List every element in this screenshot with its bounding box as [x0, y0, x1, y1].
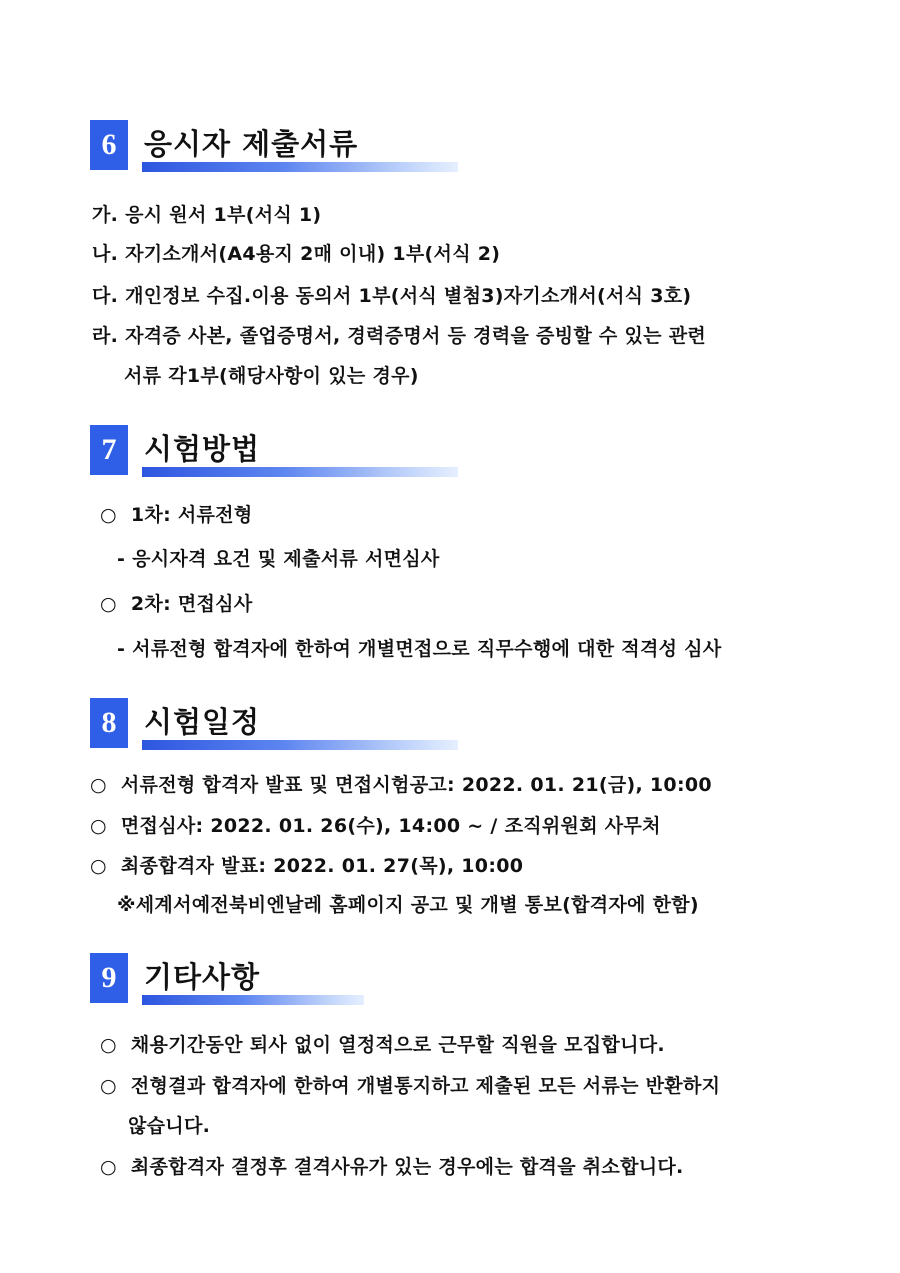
circle-bullet-icon: ○ — [100, 504, 117, 526]
title-underline — [142, 995, 364, 1005]
list-item: 않습니다. — [128, 1115, 211, 1137]
list-item: - 응시자격 요건 및 제출서류 서면심사 — [117, 548, 440, 570]
section-6-heading — [90, 120, 510, 180]
section-title: 시험일정 — [144, 705, 261, 739]
circle-bullet-icon: ○ — [100, 593, 117, 615]
list-item: 가. 응시 원서 1부(서식 1) — [92, 204, 322, 226]
list-item: 나. 자기소개서(A4용지 2매 이내) 1부(서식 2) — [92, 243, 501, 265]
circle-bullet-icon: ○ — [100, 1156, 117, 1178]
section-number-badge: 8 — [90, 698, 128, 748]
section-7-heading — [90, 425, 510, 485]
list-item: 라. 자격증 사본, 졸업증명서, 경력증명서 등 경력을 증빙할 수 있는 관련 — [92, 325, 707, 347]
circle-bullet-icon: ○ — [90, 815, 107, 837]
list-item: ○ 전형결과 합격자에 한하여 개별통지하고 제출된 모든 서류는 반환하지 — [100, 1075, 721, 1097]
section-title: 응시자 제출서류 — [144, 127, 359, 161]
list-item: ○ 2차: 면접심사 — [100, 593, 253, 615]
list-item: ○ 면접심사: 2022. 01. 26(수), 14:00 ~ / 조직위원회 사무처 — [90, 815, 661, 837]
list-item: ○ 1차: 서류전형 — [100, 504, 253, 526]
list-item: ○ 최종합격자 발표: 2022. 01. 27(목), 10:00 — [90, 855, 524, 877]
circle-bullet-icon: ○ — [100, 1034, 117, 1056]
list-item: 다. 개인정보 수집.이용 동의서 1부(서식 별첨3)자기소개서(서식 3호) — [92, 285, 692, 307]
list-item: ○ 채용기간동안 퇴사 없이 열정적으로 근무할 직원을 모집합니다. — [100, 1034, 665, 1056]
list-item: ○ 최종합격자 결정후 결격사유가 있는 경우에는 합격을 취소합니다. — [100, 1156, 684, 1178]
section-number-badge: 7 — [90, 425, 128, 475]
list-item: ※세계서예전북비엔날레 홈페이지 공고 및 개별 통보(합격자에 한함) — [117, 894, 699, 916]
circle-bullet-icon: ○ — [90, 774, 107, 796]
section-title: 기타사항 — [144, 960, 261, 994]
title-underline — [142, 467, 458, 477]
section-8-heading — [90, 698, 510, 758]
section-9-heading — [90, 953, 510, 1013]
section-title: 시험방법 — [144, 432, 261, 466]
section-number-badge: 6 — [90, 120, 128, 170]
list-item: 서류 각1부(해당사항이 있는 경우) — [124, 365, 419, 387]
circle-bullet-icon: ○ — [100, 1075, 117, 1097]
circle-bullet-icon: ○ — [90, 855, 107, 877]
section-number-badge: 9 — [90, 953, 128, 1003]
title-underline — [142, 162, 458, 172]
title-underline — [142, 740, 458, 750]
list-item: ○ 서류전형 합격자 발표 및 면접시험공고: 2022. 01. 21(금), 10:00 — [90, 774, 712, 796]
list-item: - 서류전형 합격자에 한하여 개별면접으로 직무수행에 대한 적격성 심사 — [117, 638, 722, 660]
